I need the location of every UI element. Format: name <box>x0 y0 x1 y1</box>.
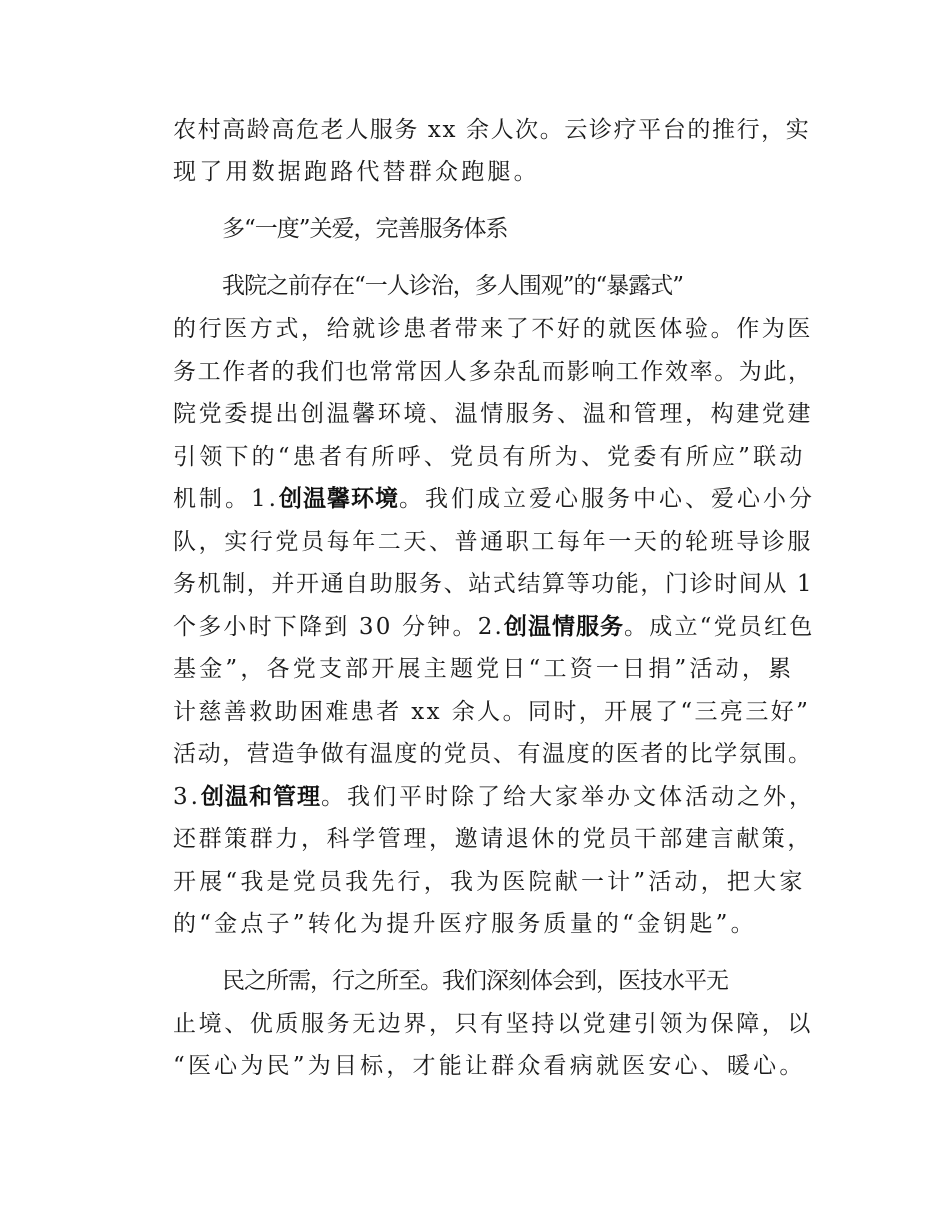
paragraph-2-line-6-suffix: 。我们成立爱心服务中心、爱心小分 <box>398 486 815 512</box>
paragraph-2-line-8: 务机制，并开通自助服务、站式结算等功能，门诊时间从 1 <box>173 571 814 597</box>
paragraph-2-line-16: 的“金点子”转化为提升医疗服务质量的“金钥匙”。 <box>173 911 757 937</box>
paragraph-2-line-4: 院党委提出创温馨环境、温情服务、温和管理，构建党建 <box>173 401 813 427</box>
paragraph-2-line-13-prefix: 3. <box>173 784 201 810</box>
paragraph-2-line-13 <box>173 782 813 812</box>
paragraph-2-line-5: 引领下的“患者有所呼、党员有所为、党委有所应”联动 <box>173 444 806 470</box>
paragraph-1-line-1: 农村高龄高危老人服务 xx 余人次。云诊疗平台的推行，实 <box>173 117 811 143</box>
paragraph-2-line-9-prefix: 个多小时下降到 30 分钟。2. <box>173 614 505 640</box>
paragraph-2-line-2: 的行医方式，给就诊患者带来了不好的就医体验。作为医 <box>173 316 813 342</box>
paragraph-2-line-9-suffix: 。成立“党员红色 <box>624 614 815 640</box>
paragraph-3-line-2: 止境、优质服务无边界，只有坚持以党建引领为保障，以 <box>173 1011 813 1037</box>
paragraph-2-line-12: 活动，营造争做有温度的党员、有温度的医者的比学氛围。 <box>173 741 813 767</box>
paragraph-2-line-6 <box>173 484 813 514</box>
paragraph-2-line-14: 还群策群力，科学管理，邀请退休的党员干部建言献策， <box>173 826 813 852</box>
bold-point-1: 创温馨环境 <box>278 486 399 512</box>
section-heading: 多“一度”关爱，完善服务体系 <box>222 216 508 242</box>
paragraph-3-line-3: “医心为民”为目标，才能让群众看病就医安心、暖心。 <box>173 1053 806 1079</box>
paragraph-2-line-11: 计慈善救助困难患者 xx 余人。同时，开展了“三亮三好” <box>173 699 811 725</box>
paragraph-2-line-3: 务工作者的我们也常常因人多杂乱而影响工作效率。为此， <box>173 359 813 385</box>
paragraph-1-line-2: 现了用数据跑路代替群众跑腿。 <box>173 159 540 185</box>
paragraph-2-line-13-suffix: 。我们平时除了给大家举办文体活动之外， <box>320 784 815 810</box>
paragraph-2-line-9 <box>173 612 813 642</box>
paragraph-2-line-1: 我院之前存在“一人诊治，多人围观”的“暴露式” <box>222 273 684 299</box>
paragraph-2-line-15: 开展“我是党员我先行，我为医院献一计”活动，把大家 <box>173 869 806 895</box>
paragraph-2-line-6-prefix: 机制。1. <box>173 486 279 512</box>
paragraph-2-line-10: 基金”，各党支部开展主题党日“工资一日捐”活动，累 <box>173 656 795 682</box>
paragraph-2-line-7: 队，实行党员每年二天、普通职工每年一天的轮班导诊服 <box>173 529 813 555</box>
bold-point-2: 创温情服务 <box>504 614 625 640</box>
paragraph-3-line-1: 民之所需，行之所至。我们深刻体会到，医技水平无 <box>222 968 728 994</box>
bold-point-3: 创温和管理 <box>200 784 321 810</box>
